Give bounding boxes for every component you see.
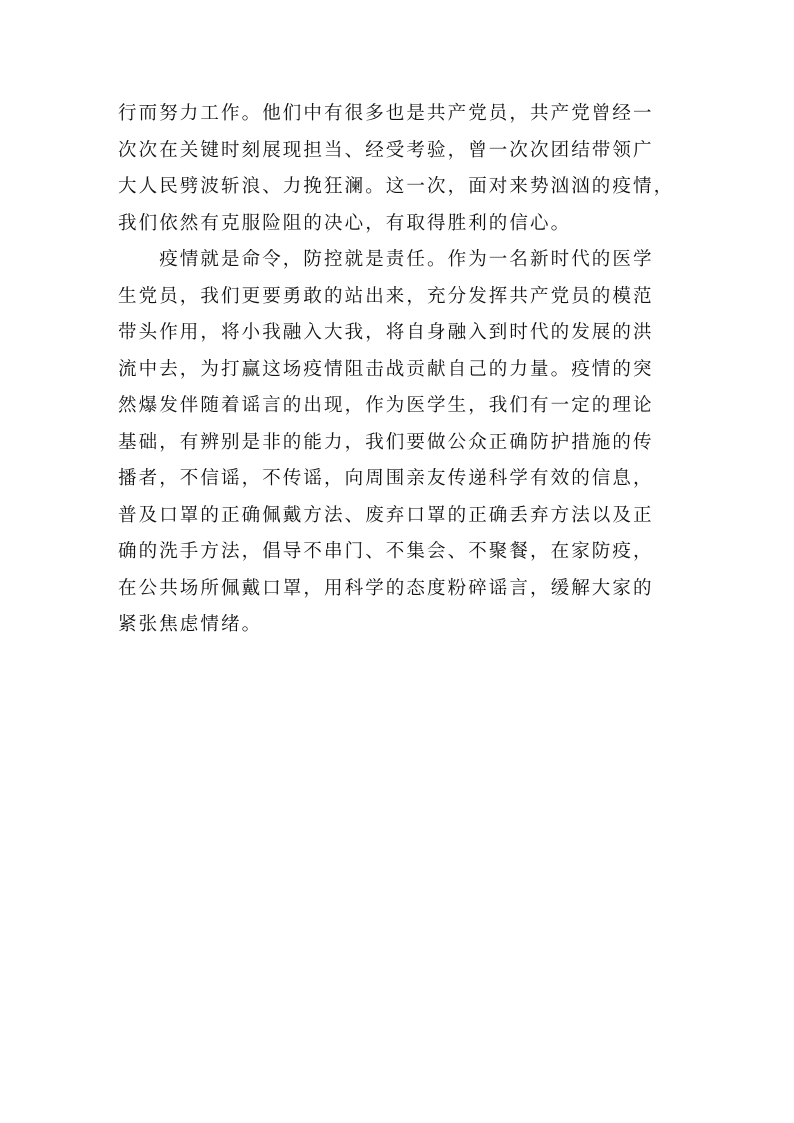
text-line: 次次在关键时刻展现担当、经受考验，曾一次次团结带领广 [118, 139, 654, 161]
text-line: 普及口罩的正确佩戴方法、废弃口罩的正确丢弃方法以及正 [118, 504, 654, 526]
body-text [118, 96, 688, 644]
text-line: 大人民劈波斩浪、力挽狂澜。这一次，面对来势汹汹的疫情， [118, 176, 675, 197]
text-line: 确的洗手方法，倡导不串门、不集会、不聚餐，在家防疫， [118, 541, 654, 562]
text-line: 我们依然有克服险阻的决心，有取得胜利的信心。 [118, 212, 572, 234]
text-line: 在公共场所佩戴口罩，用科学的态度粉碎谣言，缓解大家的 [118, 577, 654, 599]
text-line: 播者，不信谣，不传谣，向周围亲友传递科学有效的信息， [118, 468, 654, 489]
text-line: 然爆发伴随着谣言的出现，作为医学生，我们有一定的理论 [118, 395, 654, 416]
text-line: 带头作用，将小我融入大我，将自身融入到时代的发展的洪 [118, 322, 654, 343]
text-line: 紧张焦虑情绪。 [118, 614, 263, 635]
text-line: 疫情就是命令，防控就是责任。作为一名新时代的医学 [118, 249, 654, 270]
text-line: 基础，有辨别是非的能力，我们要做公众正确防护措施的传 [118, 431, 654, 453]
text-line: 生党员，我们更要勇敢的站出来，充分发挥共产党员的模范 [118, 285, 654, 307]
text-line: 流中去，为打赢这场疫情阻击战贡献自己的力量。疫情的突 [118, 358, 654, 380]
text-line: 行而努力工作。他们中有很多也是共产党员，共产党曾经一 [118, 103, 654, 124]
